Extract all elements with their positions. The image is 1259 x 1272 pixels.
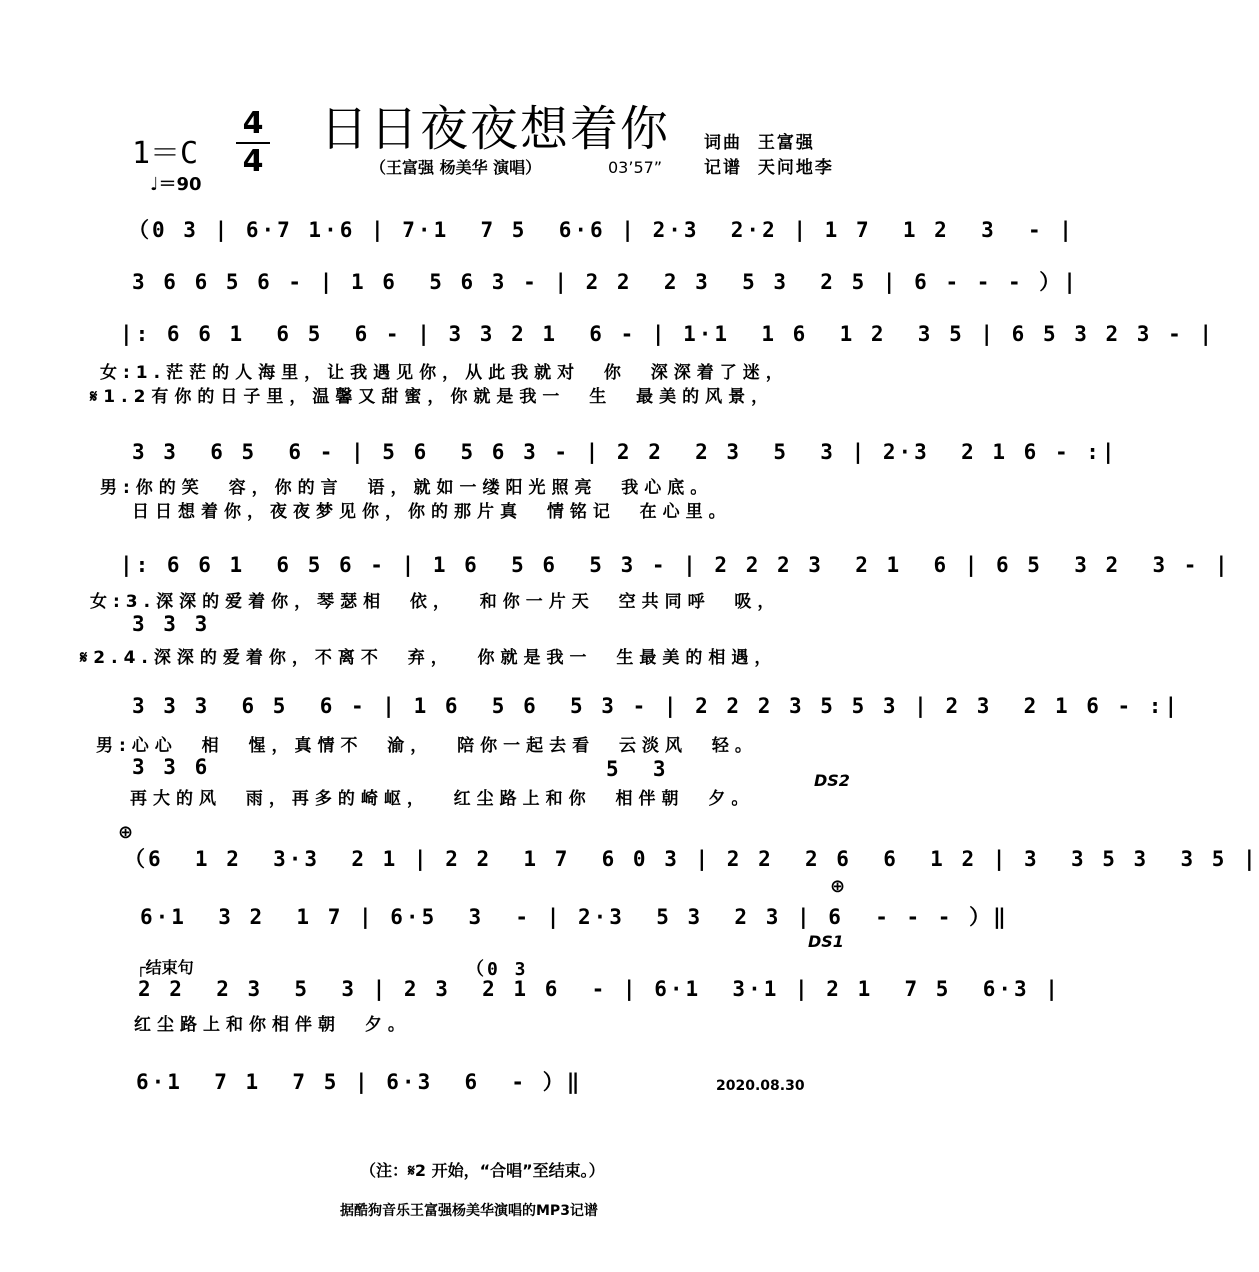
coda-label: ┌结束句 bbox=[136, 958, 194, 977]
verse-d-alt-notes-1: 3 3 6 bbox=[132, 755, 211, 779]
verse-d-notes: 3 3 3 6 5 6 - | 1 6 5 6 5 3 - | 2 2 2 3 5 5 3 | 2 3 2 1 6 - :| bbox=[132, 694, 1181, 718]
verse-b-lyric-1: 男:你的笑 容，你的言 语，就如一缕阳光照亮 我心底。 bbox=[100, 478, 714, 498]
date: 2020.08.30 bbox=[716, 1078, 805, 1094]
coda-pickup: （0 3 bbox=[466, 959, 529, 980]
ds2-marker: DS2 bbox=[814, 771, 850, 790]
tempo-mark: ♩＝90 bbox=[150, 174, 202, 195]
verse-a-lyric-1: 女:1.茫茫的人海里，让我遇见你，从此我就对 你 深深着了迷， bbox=[100, 363, 789, 383]
interlude-line-1: （6 1 2 3·3 2 1 | 2 2 1 7 6 0 3 | 2 2 2 6 6 1 2 | 3 3 5 3 3 5 | bbox=[124, 847, 1259, 871]
coda-sign-icon-2: ⊕ bbox=[830, 876, 846, 897]
final-notes: 6·1 7 1 7 5 | 6·3 6 - ）‖ bbox=[136, 1070, 583, 1094]
verse-c-lyric-2: 𝄋2.4.深深的爱着你，不离不 弃， 你就是我一 生最美的相遇， bbox=[80, 648, 778, 668]
time-signature-bottom: 4 bbox=[242, 144, 264, 179]
verse-d-alt-notes-2: 5 3 bbox=[606, 757, 669, 781]
time-signature-top: 4 bbox=[242, 106, 264, 141]
duration: 03’57” bbox=[608, 158, 663, 177]
interlude-line-2: 6·1 3 2 1 7 | 6·5 3 - | 2·3 5 3 2 3 | 6 - - - ）‖ bbox=[140, 905, 1009, 929]
verse-b-lyric-2: 日日想着你，夜夜梦见你，你的那片真 情铭记 在心里。 bbox=[132, 502, 732, 522]
source-note: 据酷狗音乐王富强杨美华演唱的MP3记谱 bbox=[340, 1203, 598, 1219]
key-signature: 1＝C bbox=[132, 136, 199, 171]
ds1-marker: DS1 bbox=[808, 932, 844, 951]
footnote: （注：𝄋2 开始，“合唱”至结束。） bbox=[360, 1161, 605, 1180]
verse-c-alt-notes: 3 3 3 bbox=[132, 612, 211, 636]
coda-notes: 2 2 2 3 5 3 | 2 3 2 1 6 - | 6·1 3·1 | 2 1 7 5 6·3 | bbox=[138, 977, 1061, 1001]
verse-d-lyric-1: 男:心心 相 惺，真情不 渝， 陪你一起去看 云淡风 轻。 bbox=[96, 736, 758, 756]
verse-c-lyric-1: 女:3.深深的爱着你，琴瑟相 依， 和你一片天 空共同呼 吸， bbox=[90, 592, 781, 612]
coda-lyric: 红尘路上和你相伴朝 夕。 bbox=[134, 1015, 411, 1035]
credit-transcriber: 记谱 天问地李 bbox=[704, 158, 834, 178]
intro-line-2: 3 6 6 5 6 - | 1 6 5 6 3 - | 2 2 2 3 5 3 2 5 | 6 - - - ）| bbox=[132, 270, 1079, 294]
coda-sign-icon: ⊕ bbox=[118, 822, 134, 843]
song-title: 日日夜夜想着你 bbox=[320, 101, 671, 157]
verse-a-notes: |: 6 6 1 6 5 6 - | 3 3 2 1 6 - | 1·1 1 6 1 2 3 5 | 6 5 3 2 3 - | bbox=[120, 322, 1216, 346]
credit-lyrics-music: 词曲 王富强 bbox=[704, 133, 815, 153]
intro-line-1: （0 3 | 6·7 1·6 | 7·1 7 5 6·6 | 2·3 2·2 | 1 7 1 2 3 - | bbox=[128, 218, 1075, 242]
verse-b-notes: 3 3 6 5 6 - | 5 6 5 6 3 - | 2 2 2 3 5 3 | 2·3 2 1 6 - :| bbox=[132, 440, 1118, 464]
performers: （王富强 杨美华 演唱） bbox=[370, 158, 542, 177]
verse-c-notes: |: 6 6 1 6 5 6 - | 1 6 5 6 5 3 - | 2 2 2 3 2 1 6 | 6 5 3 2 3 - | bbox=[120, 553, 1231, 577]
verse-d-lyric-2: 再大的风 雨，再多的崎岖， 红尘路上和你 相伴朝 夕。 bbox=[130, 789, 755, 809]
verse-a-lyric-2: 𝄋1.2有你的日子里，温馨又甜蜜，你就是我一 生 最美的风景， bbox=[90, 387, 775, 407]
